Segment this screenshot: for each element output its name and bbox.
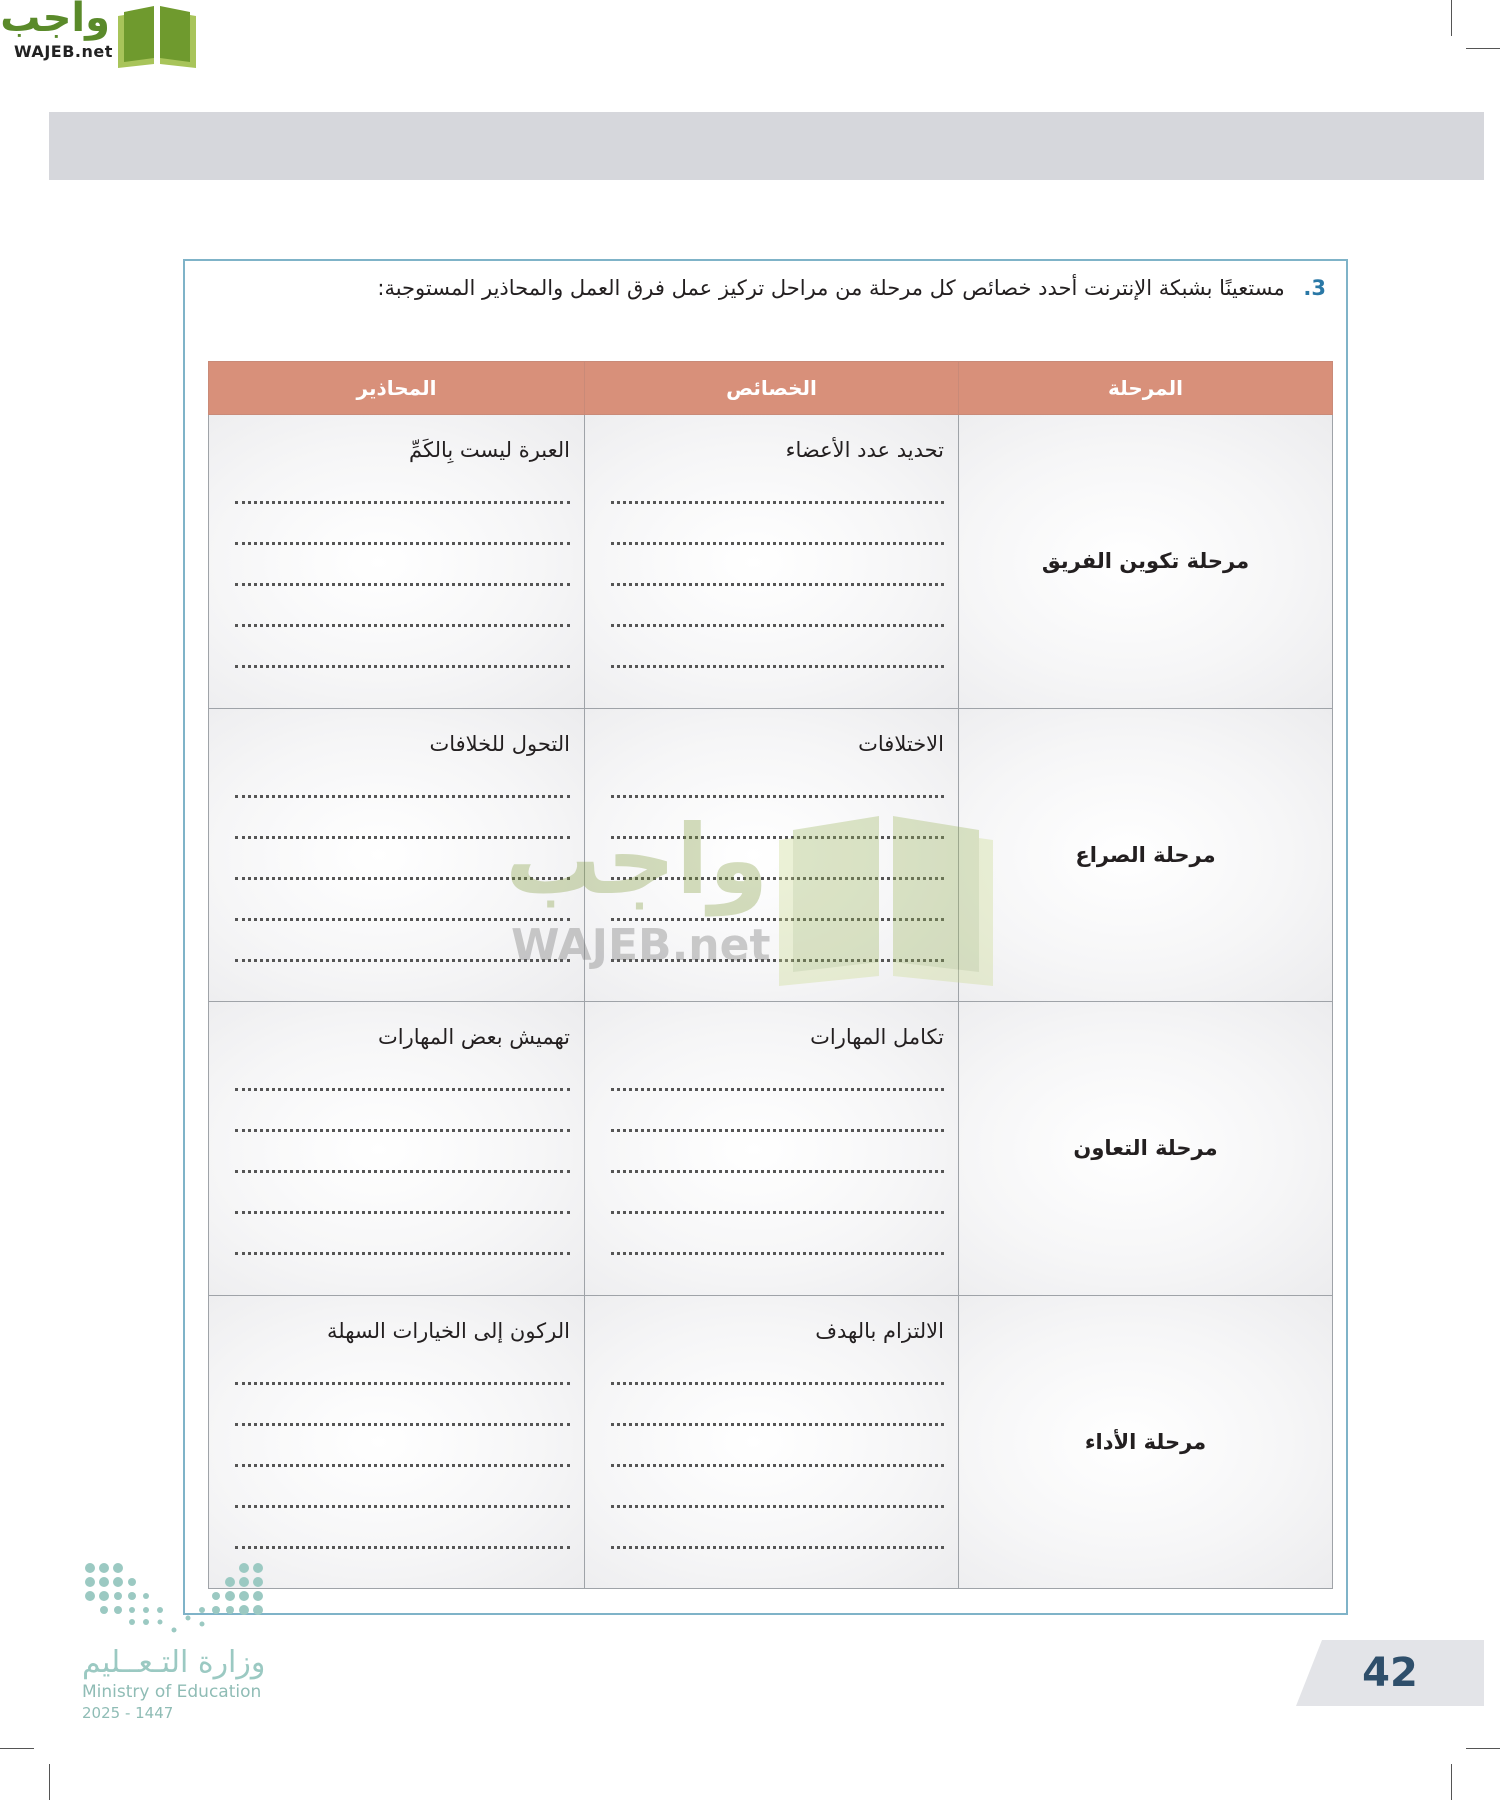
table-row bbox=[209, 1002, 1333, 1296]
logo-text-ar: واجب bbox=[0, 0, 110, 41]
feature-cell bbox=[585, 1295, 959, 1589]
crop-mark bbox=[1451, 1764, 1452, 1800]
feature-text: تكامل المهارات bbox=[810, 1025, 944, 1049]
feature-text: الالتزام بالهدف bbox=[815, 1318, 944, 1343]
answer-line[interactable] bbox=[611, 935, 944, 962]
ministry-logo bbox=[82, 1560, 282, 1730]
caution-text: الركون إلى الخيارات السهلة bbox=[327, 1318, 570, 1343]
question-number: 3. bbox=[1303, 276, 1326, 300]
stage-cell: مرحلة التعاون bbox=[959, 1002, 1333, 1296]
answer-line[interactable] bbox=[611, 1440, 944, 1467]
caution-cell bbox=[209, 1002, 585, 1296]
answer-line[interactable] bbox=[235, 1187, 570, 1214]
feature-cell bbox=[585, 708, 959, 1002]
answer-line[interactable] bbox=[235, 1064, 570, 1091]
ministry-name-ar: وزارة التـعــليم bbox=[82, 1645, 266, 1680]
answer-line[interactable] bbox=[611, 894, 944, 921]
answer-line[interactable] bbox=[611, 518, 944, 545]
caution-text: التحول للخلافات bbox=[429, 731, 570, 756]
caution-text: العبرة ليست بِالكَمِّ bbox=[409, 438, 570, 462]
crop-mark bbox=[0, 1748, 34, 1749]
header-stage: المرحلة bbox=[959, 362, 1333, 415]
answer-line[interactable] bbox=[611, 1064, 944, 1091]
answer-line[interactable] bbox=[235, 771, 570, 798]
feature-cell bbox=[585, 1002, 959, 1296]
answer-line[interactable] bbox=[611, 853, 944, 880]
stages-table bbox=[208, 361, 1333, 1589]
answer-line[interactable] bbox=[235, 1440, 570, 1467]
watermark-text-ar: واجب bbox=[505, 804, 769, 916]
table-row bbox=[209, 1295, 1333, 1589]
caution-cell bbox=[209, 415, 585, 709]
answer-line[interactable] bbox=[235, 853, 570, 880]
answer-line[interactable] bbox=[611, 1146, 944, 1173]
caution-cell bbox=[209, 708, 585, 1002]
header-band bbox=[49, 112, 1484, 180]
stage-cell: مرحلة تكوين الفريق bbox=[959, 415, 1333, 709]
ministry-dots-icon bbox=[82, 1560, 272, 1636]
ministry-name-en: Ministry of Education bbox=[82, 1682, 262, 1702]
answer-line[interactable] bbox=[235, 477, 570, 504]
feature-cell bbox=[585, 415, 959, 709]
feature-text: الاختلافات bbox=[858, 731, 944, 756]
stage-cell: مرحلة الأداء bbox=[959, 1295, 1333, 1589]
answer-line[interactable] bbox=[235, 559, 570, 586]
crop-mark bbox=[1451, 0, 1452, 36]
ministry-year: 2025 - 1447 bbox=[82, 1704, 174, 1722]
feature-text: تحديد عدد الأعضاء bbox=[785, 438, 944, 462]
answer-line[interactable] bbox=[235, 1522, 570, 1549]
table-header-row bbox=[209, 362, 1333, 415]
stage-cell: مرحلة الصراع bbox=[959, 708, 1333, 1002]
answer-line[interactable] bbox=[611, 1399, 944, 1426]
header-features: الخصائص bbox=[585, 362, 959, 415]
book-icon bbox=[116, 6, 198, 68]
question bbox=[377, 276, 1326, 300]
answer-line[interactable] bbox=[611, 1358, 944, 1385]
answer-line[interactable] bbox=[235, 1228, 570, 1255]
answer-line[interactable] bbox=[611, 771, 944, 798]
answer-line[interactable] bbox=[235, 894, 570, 921]
watermark-text-en: WAJEB.net bbox=[511, 920, 771, 971]
answer-line[interactable] bbox=[235, 1399, 570, 1426]
caution-cell bbox=[209, 1295, 585, 1589]
crop-mark bbox=[1466, 1748, 1500, 1749]
answer-line[interactable] bbox=[235, 1358, 570, 1385]
logo-text-en: WAJEB.net bbox=[14, 42, 113, 61]
answer-line[interactable] bbox=[611, 477, 944, 504]
answer-line[interactable] bbox=[235, 1146, 570, 1173]
wajeb-logo bbox=[0, 0, 198, 68]
answer-line[interactable] bbox=[611, 1105, 944, 1132]
table-row bbox=[209, 415, 1333, 709]
crop-mark bbox=[1466, 48, 1500, 49]
answer-line[interactable] bbox=[235, 518, 570, 545]
caution-text: تهميش بعض المهارات bbox=[377, 1025, 570, 1049]
answer-line[interactable] bbox=[235, 935, 570, 962]
answer-line[interactable] bbox=[235, 1105, 570, 1132]
table-row bbox=[209, 708, 1333, 1002]
header-cautions: المحاذير bbox=[209, 362, 585, 415]
answer-line[interactable] bbox=[611, 641, 944, 668]
answer-line[interactable] bbox=[235, 1481, 570, 1508]
answer-line[interactable] bbox=[235, 600, 570, 627]
answer-line[interactable] bbox=[611, 1522, 944, 1549]
answer-line[interactable] bbox=[611, 812, 944, 839]
answer-line[interactable] bbox=[611, 559, 944, 586]
crop-mark bbox=[49, 1764, 50, 1800]
answer-line[interactable] bbox=[235, 812, 570, 839]
page-number: 42 bbox=[1362, 1650, 1418, 1696]
answer-line[interactable] bbox=[611, 1187, 944, 1214]
answer-line[interactable] bbox=[611, 1228, 944, 1255]
answer-line[interactable] bbox=[611, 1481, 944, 1508]
question-text: مستعينًا بشبكة الإنترنت أحدد خصائص كل مرحلة من مراحل تركيز عمل فرق العمل والمحاذير المستوجبة: bbox=[377, 276, 1285, 300]
answer-line[interactable] bbox=[611, 600, 944, 627]
answer-line[interactable] bbox=[235, 641, 570, 668]
